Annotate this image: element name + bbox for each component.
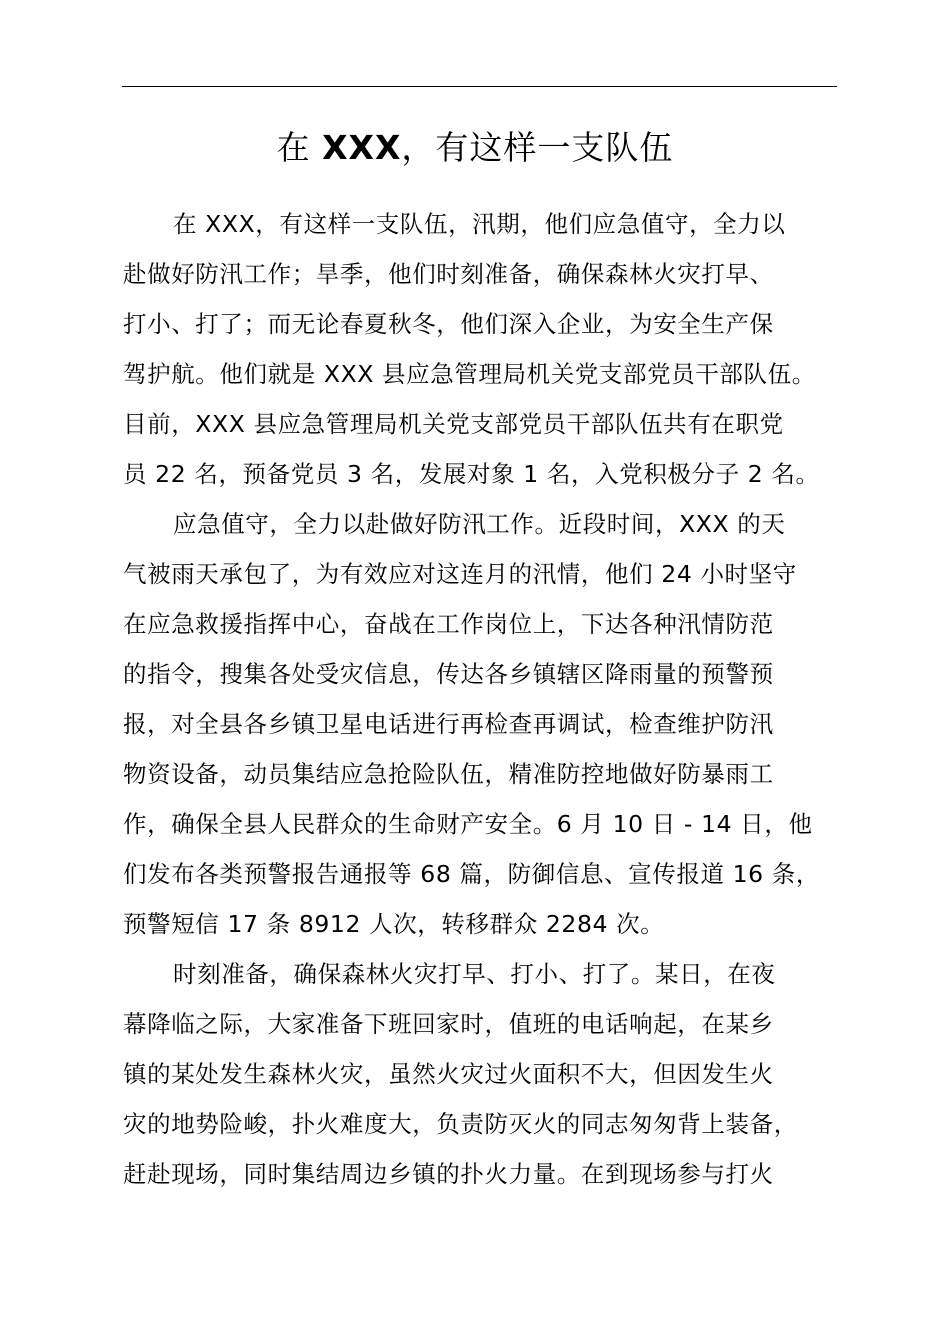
paragraph-line: 目前，XXX 县应急管理局机关党支部党员干部队伍共有在职党: [123, 410, 784, 438]
paragraph-line: 物资设备，动员集结应急抢险队伍，精准防控地做好防暴雨工: [123, 760, 774, 788]
paragraph-line: 报，对全县各乡镇卫星电话进行再检查再调试，检查维护防汛: [123, 710, 774, 738]
paragraph-line: 幕降临之际，大家准备下班回家时，值班的电话响起，在某乡: [123, 1010, 774, 1038]
paragraph-3: [123, 949, 863, 1199]
paragraph-line: 在 XXX，有这样一支队伍，汛期，他们应急值守，全力以: [173, 210, 786, 238]
paragraph-line: 作，确保全县人民群众的生命财产安全。6 月 10 日 - 14 日，他: [123, 810, 813, 838]
paragraph-line: 预警短信 17 条 8912 人次，转移群众 2284 次。: [123, 910, 665, 938]
title-bold: XXX: [322, 128, 402, 167]
paragraph-line: 们发布各类预警报告通报等 68 篇，防御信息、宣传报道 16 条，: [123, 860, 820, 888]
paragraph-1: [123, 199, 863, 499]
page-title: [0, 124, 950, 172]
paragraph-line: 的指令，搜集各处受灾信息，传达各乡镇辖区降雨量的预警预: [123, 660, 774, 688]
paragraph-line: 时刻准备，确保森林火灾打早、打小、打了。某日，在夜: [173, 960, 776, 988]
paragraph-line: 灾的地势险峻，扑火难度大，负责防灭火的同志匆匆背上装备，: [123, 1110, 798, 1138]
paragraph-line: 打小、打了；而无论春夏秋冬，他们深入企业，为安全生产保: [123, 310, 774, 338]
paragraph-line: 员 22 名，预备党员 3 名，发展对象 1 名，入党积极分子 2 名。: [123, 460, 820, 488]
paragraph-line: 气被雨天承包了，为有效应对这连月的汛情，他们 24 小时坚守: [123, 560, 797, 588]
paragraph-line: 驾护航。他们就是 XXX 县应急管理局机关党支部党员干部队伍。: [123, 360, 816, 388]
paragraph-2: [123, 499, 863, 949]
document-body: [123, 199, 863, 1199]
title-suffix: ，有这样一支队伍: [401, 128, 674, 167]
paragraph-line: 赴做好防汛工作；旱季，他们时刻准备，确保森林火灾打早、: [123, 260, 774, 288]
paragraph-line: 镇的某处发生森林火灾，虽然火灾过火面积不大，但因发生火: [123, 1060, 774, 1088]
title-prefix: 在: [276, 128, 323, 167]
header-rule: [122, 86, 837, 87]
paragraph-line: 在应急救援指挥中心，奋战在工作岗位上，下达各种汛情防范: [123, 610, 774, 638]
paragraph-line: 应急值守，全力以赴做好防汛工作。近段时间，XXX 的天: [173, 510, 786, 538]
paragraph-line: 赶赴现场，同时集结周边乡镇的扑火力量。在到现场参与打火: [123, 1160, 774, 1188]
